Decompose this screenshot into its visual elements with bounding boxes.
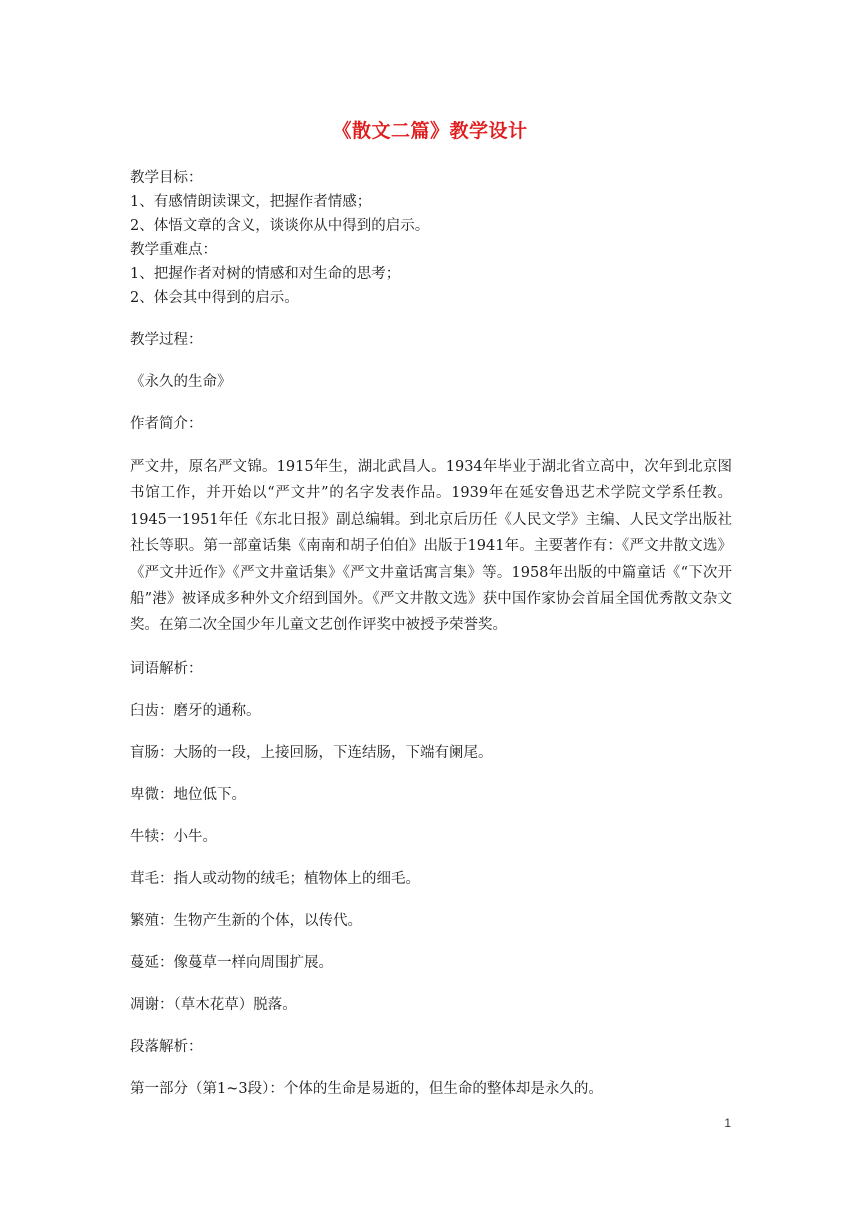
paragraph-part-1: 第一部分（第1~3段）：个体的生命是易逝的，但生命的整体却是永久的。: [130, 1080, 603, 1097]
vocab-item: 臼齿：磨牙的通称。: [130, 702, 261, 719]
vocab-item: 凋谢：（草木花草）脱落。: [130, 996, 297, 1013]
page-number: 1: [724, 1116, 731, 1130]
document-title: 《散文二篇》教学设计: [332, 120, 528, 142]
author-bio: 严文井，原名严文锦。1915年生，湖北武昌人。1934年毕业于湖北省立高中，次年到北京图书馆工作，并开始以“严文井”的名字发表作品。1939年在延安鲁迅艺术学院文学系任教。1945一1951年任《东北日报》副总编辑。到北京后历任《人民文学》主编、人民文学出版社社长等职。第一部童话集《南南和胡子伯伯》出版于1941年。主要著作有：《严文井散文选》《严文井近作》《严文井童话集》《严文井童话寓言集》等。1958年出版的中篇童话《“下次开船”港》被译成多种外文介绍到国外。《严文井散文选》获中国作家协会首届全国优秀散文杂文奖。在第二次全国少年儿童文艺创作评奖中被授予荣誉奖。: [130, 459, 732, 634]
process-heading: 教学过程：: [130, 332, 203, 348]
document-body: [130, 166, 732, 1101]
vocab-item: 牛犊：小牛。: [130, 828, 217, 845]
goals-heading: 教学目标：: [130, 170, 203, 186]
keypoints-heading: 教学重难点：: [130, 242, 217, 258]
vocab-heading: 词语解析：: [130, 660, 203, 677]
vocab-item: 盲肠：大肠的一段，上接回肠，下连结肠，下端有阑尾。: [130, 744, 493, 761]
lesson-title: 《永久的生命》: [130, 374, 232, 390]
vocab-item: 繁殖：生物产生新的个体，以传代。: [130, 912, 362, 929]
goal-item: 2、体悟文章的含义，谈谈你从中得到的启示。: [130, 218, 430, 234]
keypoint-item: 1、把握作者对树的情感和对生命的思考；: [130, 266, 401, 282]
vocab-item: 茸毛：指人或动物的绒毛；植物体上的细毛。: [130, 870, 420, 887]
keypoint-item: 2、体会其中得到的启示。: [130, 290, 299, 306]
paragraph-heading: 段落解析：: [130, 1038, 203, 1055]
author-heading: 作者简介：: [130, 416, 203, 432]
vocab-item: 卑微：地位低下。: [130, 786, 246, 803]
goal-item: 1、有感情朗读课文，把握作者情感；: [130, 194, 372, 210]
vocab-item: 蔓延：像蔓草一样向周围扩展。: [130, 954, 333, 971]
